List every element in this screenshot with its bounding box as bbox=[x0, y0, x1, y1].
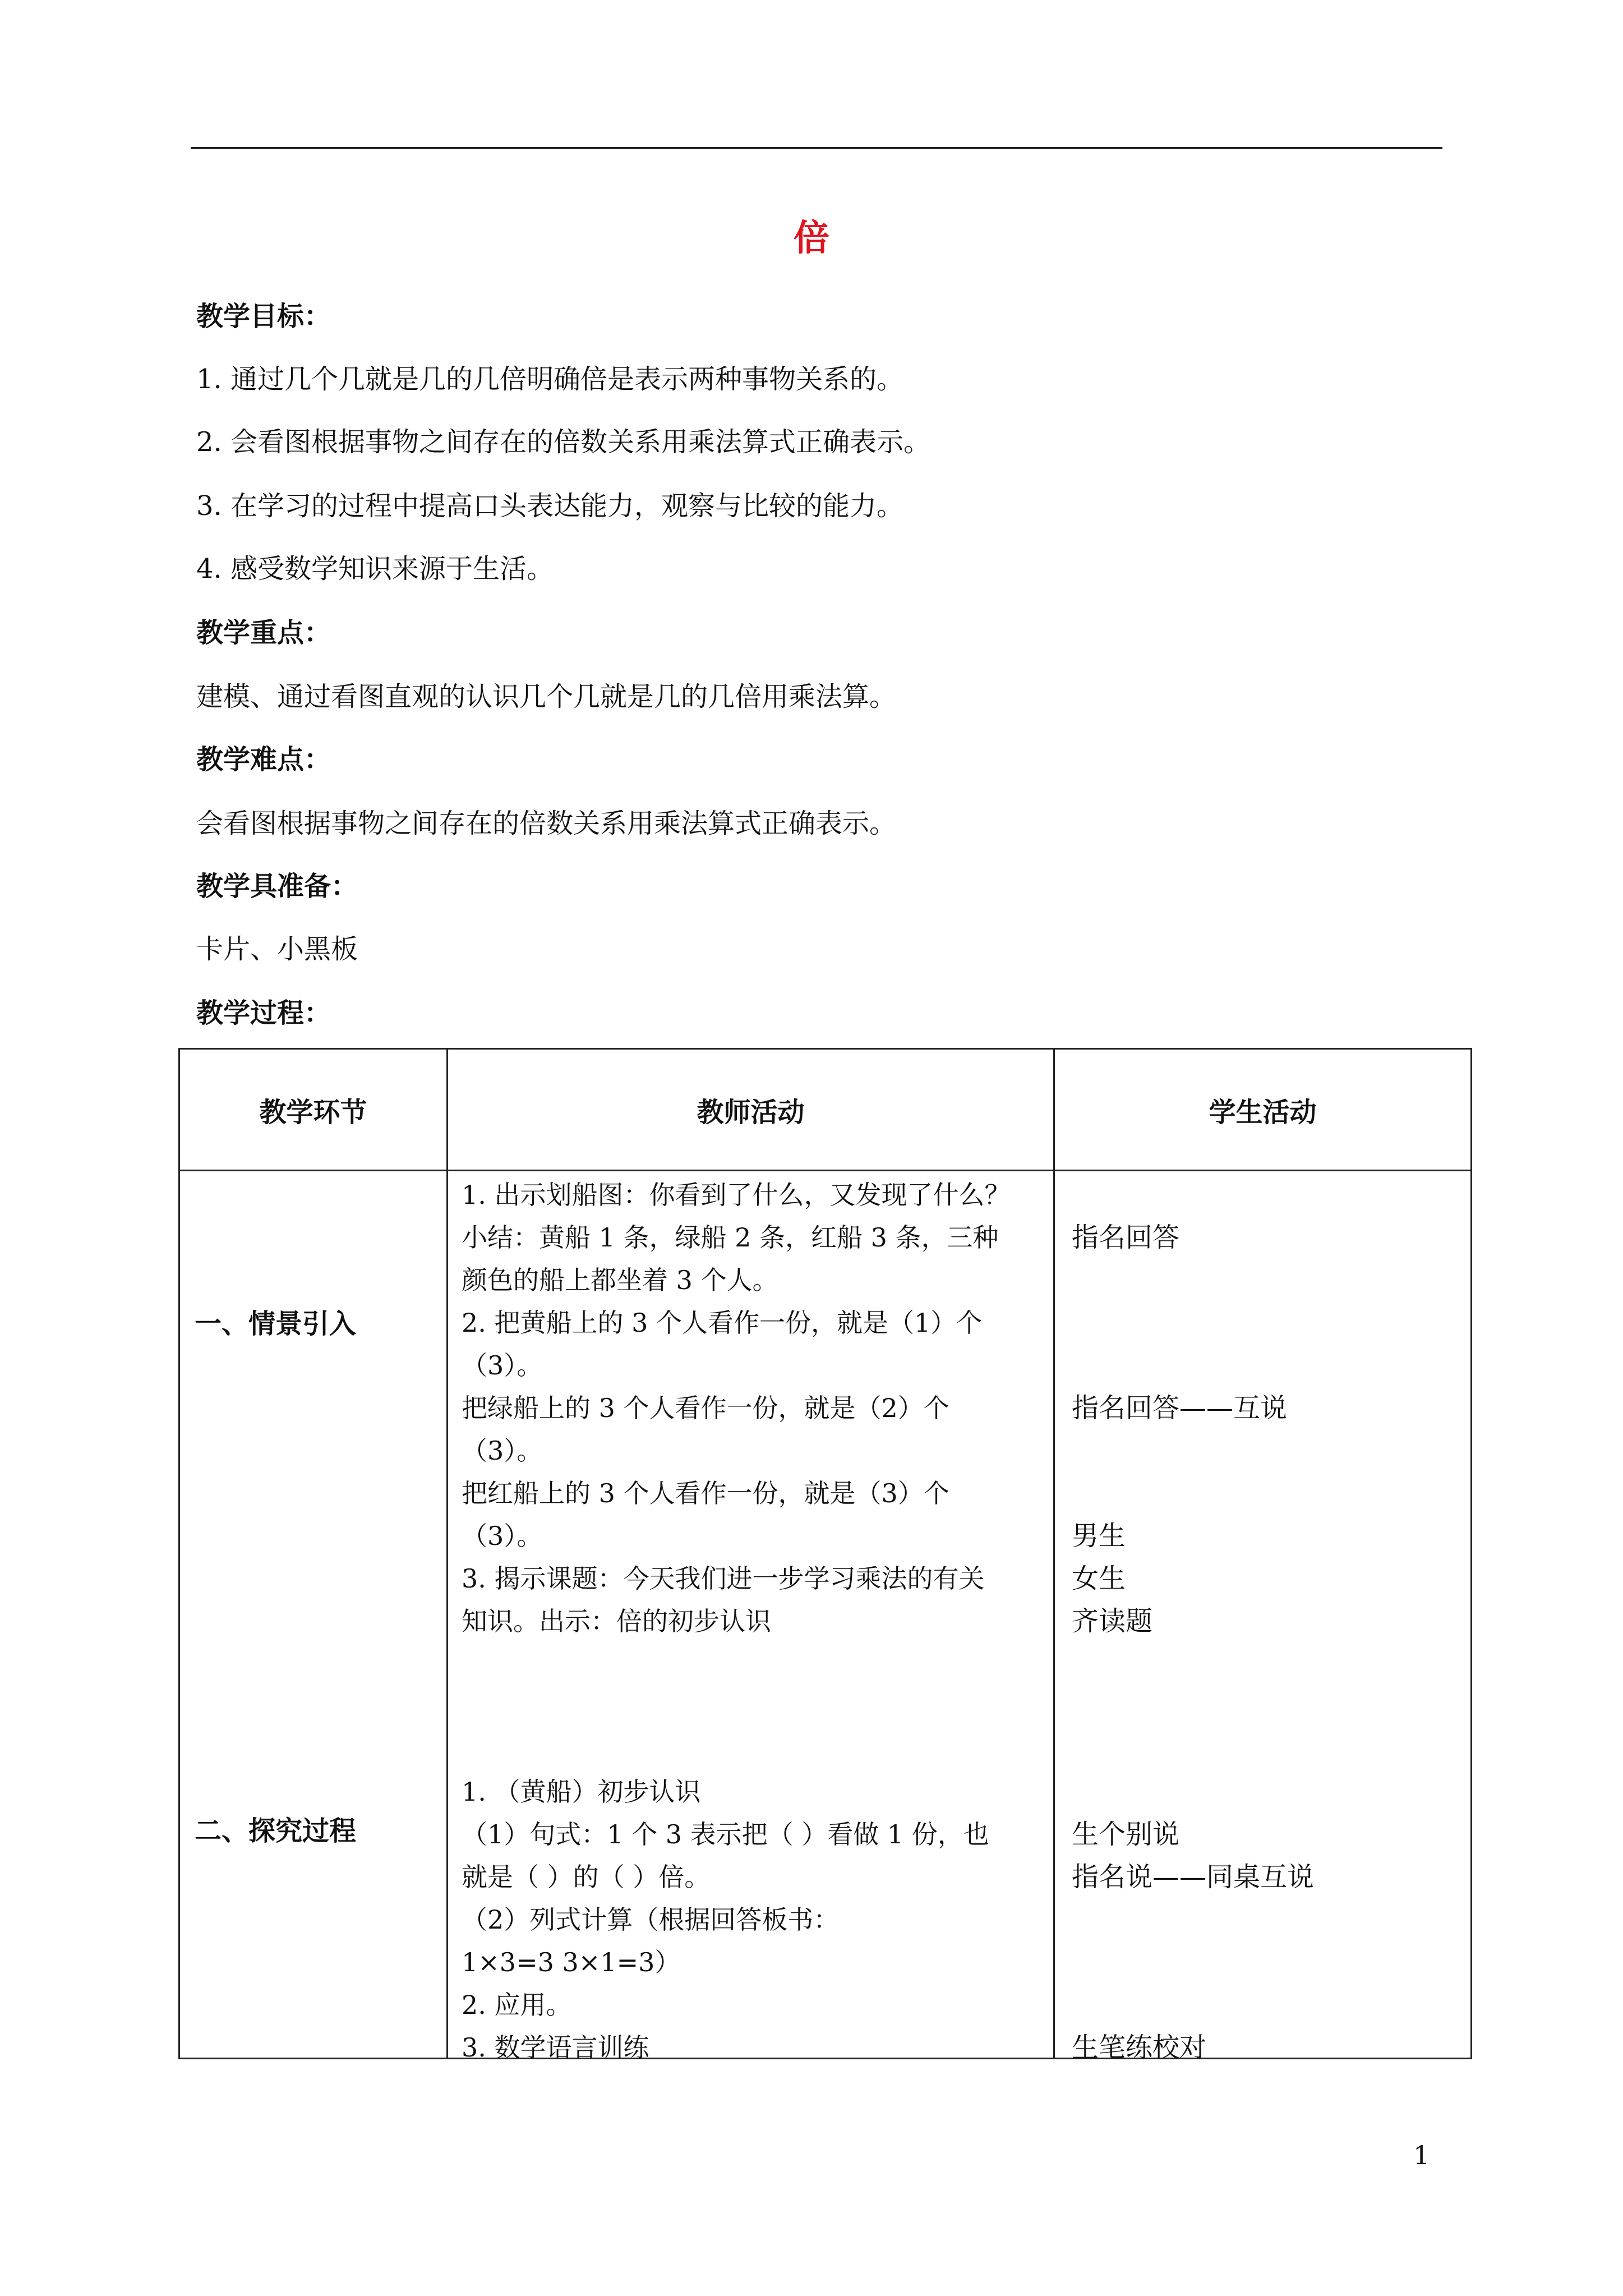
table-row bbox=[179, 1171, 1472, 2059]
student-line: 男生 bbox=[1072, 1520, 1126, 1552]
page-title: 倍 bbox=[794, 217, 829, 259]
stage-label: 一、情景引入 bbox=[195, 1308, 357, 1340]
teacher-line: （2）列式计算（根据回答板书： bbox=[462, 1904, 840, 1935]
teacher-line: 2. 应用。 bbox=[462, 1990, 572, 2020]
difficulty-text: 会看图根据事物之间存在的倍数关系用乘法算式正确表示。 bbox=[196, 808, 897, 839]
teacher-line: 1. （黄船）初步认识 bbox=[462, 1777, 701, 1807]
header-rule bbox=[191, 147, 1442, 149]
teacher-line: 把红船上的 3 个人看作一份，就是（3）个 bbox=[462, 1478, 949, 1508]
teacher-line: 把绿船上的 3 个人看作一份，就是（2）个 bbox=[462, 1393, 949, 1423]
teacher-line: （3）。 bbox=[462, 1435, 543, 1466]
stage-label: 二、探究过程 bbox=[195, 1815, 357, 1847]
goal-item: 1. 通过几个几就是几的几倍明确倍是表示两种事物关系的。 bbox=[196, 364, 904, 395]
teacher-line: 2. 把黄船上的 3 个人看作一份，就是（1）个 bbox=[462, 1308, 983, 1338]
header-student-activity: 学生活动 bbox=[1054, 1049, 1472, 1171]
header-teacher-activity: 教师活动 bbox=[448, 1049, 1054, 1171]
teacher-line: （3）。 bbox=[462, 1521, 543, 1551]
table-header-row bbox=[179, 1049, 1472, 1171]
teacher-line: 颜色的船上都坐着 3 个人。 bbox=[462, 1265, 778, 1295]
teacher-line: 3. 数学语言训练 bbox=[462, 2032, 649, 2063]
tools-heading: 教学具准备： bbox=[196, 871, 358, 902]
stage-cell bbox=[179, 1171, 448, 2059]
student-line: 指名回答——互说 bbox=[1072, 1392, 1288, 1424]
key-heading: 教学重点： bbox=[196, 617, 331, 648]
goal-item: 2. 会看图根据事物之间存在的倍数关系用乘法算式正确表示。 bbox=[196, 426, 931, 458]
goals-heading: 教学目标： bbox=[196, 301, 331, 332]
tools-text: 卡片、小黑板 bbox=[196, 933, 358, 965]
student-line: 生个别说 bbox=[1072, 1819, 1180, 1850]
page-number: 1 bbox=[1413, 2140, 1430, 2170]
teacher-line: 就是（ ）的（ ）倍。 bbox=[462, 1862, 711, 1892]
goal-item: 4. 感受数学知识来源于生活。 bbox=[196, 553, 554, 585]
teacher-line: 1×3=3 3×1=3） bbox=[462, 1947, 681, 1977]
student-activity-cell bbox=[1054, 1171, 1472, 2063]
teacher-line: 3. 揭示课题：今天我们进一步学习乘法的有关 bbox=[462, 1563, 985, 1594]
difficulty-heading: 教学难点： bbox=[196, 744, 331, 775]
teaching-process-table bbox=[178, 1048, 1472, 2063]
key-text: 建模、通过看图直观的认识几个几就是几的几倍用乘法算。 bbox=[196, 681, 897, 712]
student-line: 生笔练校对 bbox=[1072, 2032, 1207, 2063]
header-stage: 教学环节 bbox=[179, 1049, 448, 1171]
student-line: 齐读题 bbox=[1072, 1605, 1153, 1637]
teacher-line: 1. 出示划船图：你看到了什么，又发现了什么？ bbox=[462, 1180, 1011, 1210]
teacher-line: 小结：黄船 1 条，绿船 2 条，红船 3 条，三种 bbox=[462, 1222, 999, 1253]
student-line: 指名回答 bbox=[1072, 1222, 1180, 1253]
teacher-line: （3）。 bbox=[462, 1350, 543, 1381]
process-heading: 教学过程： bbox=[196, 997, 331, 1029]
student-line: 女生 bbox=[1072, 1563, 1126, 1594]
student-line: 指名说——同桌互说 bbox=[1072, 1861, 1315, 1893]
teacher-activity-cell bbox=[448, 1171, 1054, 2063]
teacher-line: （1）句式：1 个 3 表示把（ ）看做 1 份，也 bbox=[462, 1819, 989, 1849]
teacher-line: 知识。出示：倍的初步认识 bbox=[462, 1606, 771, 1636]
goal-item: 3. 在学习的过程中提高口头表达能力，观察与比较的能力。 bbox=[196, 490, 904, 522]
